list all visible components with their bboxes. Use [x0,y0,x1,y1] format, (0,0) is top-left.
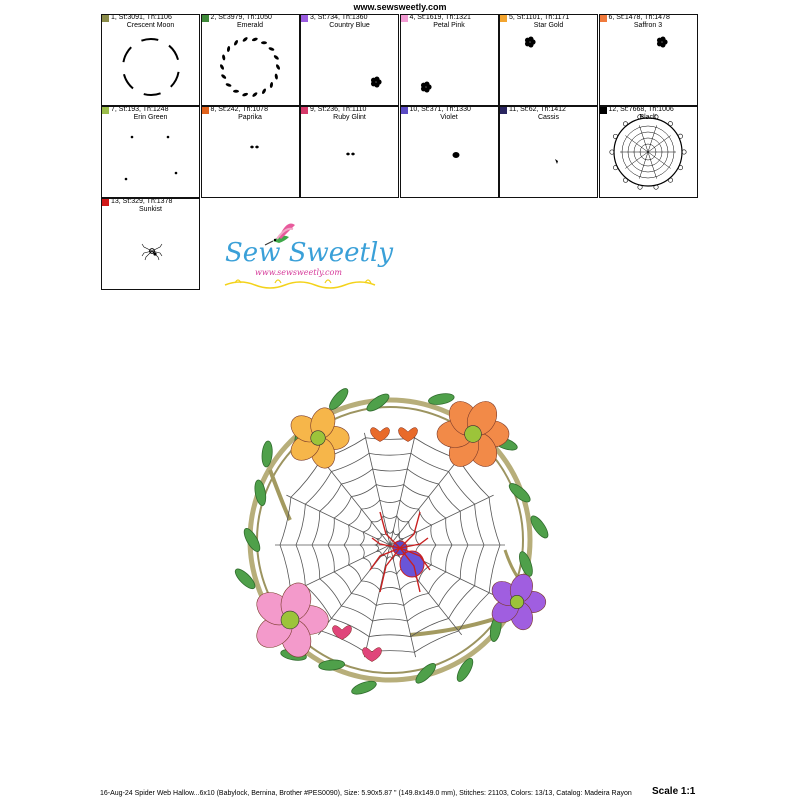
web-spoke [364,433,390,545]
thread-stats: 8, St:242, Th:1078 [210,106,268,113]
web-spoke [318,545,390,635]
thread-stats: 10, St:371, Th:1330 [409,106,471,113]
thread-name: Emerald [236,22,264,29]
leaf-icon [350,679,378,697]
stitch-preview-icon [102,15,200,106]
color-swatch-cell [101,198,200,290]
thread-name: Petal Pink [433,22,465,29]
flower-center [510,595,523,608]
thread-stats: 6, St:1478, Th:1478 [608,14,670,21]
thread-stats: 2, St:3979, Th:1050 [210,14,272,21]
thread-name: Violet [440,114,458,121]
stitch-preview-icon [301,107,399,198]
stitch-preview-icon [301,15,399,106]
thread-stats: 3, St:734, Th:1360 [310,14,368,21]
color-swatch-cell [400,106,499,198]
color-swatch-cell [201,14,300,106]
thread-stats: 13, St:329, Th:1378 [111,198,173,205]
thread-name: Star Gold [533,22,564,29]
thread-stats: 12, St:7668, Th:1006 [608,106,674,113]
stitch-preview-icon [102,199,200,290]
flower-center [281,611,299,629]
flower-center [465,426,482,443]
stitch-preview-icon [401,15,499,106]
heart-icon [398,428,417,442]
color-chart-grid [101,14,698,294]
leaf-icon [428,392,455,406]
thread-stats: 7, St:193, Th:1248 [111,106,169,113]
stitch-preview-icon [500,15,598,106]
thread-name: Paprika [238,114,262,121]
thread-stats: 1, St:3091, Th:1106 [111,14,172,21]
stitch-preview-icon [600,107,698,198]
scale-label: Scale 1:1 [652,786,696,797]
site-url[interactable]: www.sewsweetly.com [353,2,447,12]
stitch-preview-icon [500,107,598,198]
design-info-footer: 16-Aug-24 Spider Web Hallow...6x10 (Babylock, Bernina, Brother #PES0090), Size: 5.90x5.87 " (149.8x149.0 mm), Stitches: 21103, Colors: 13/13, Catalog: Madeira Rayon [100,790,632,797]
stitch-preview-icon [202,15,300,106]
web-spoke [318,455,390,545]
thread-stats: 4, St:1619, Th:1321 [409,14,471,21]
stitch-preview-icon [401,107,499,198]
color-swatch-cell [300,106,399,198]
heart-icon [362,648,381,662]
thread-name: Crescent Moon [126,22,175,29]
heart-icon [332,626,351,640]
logo-url-text: www.sewsweetly.com [255,268,342,277]
thread-name: Saffron 3 [633,22,663,29]
web-spoke [364,545,390,657]
thread-stats: 11, St:62, Th:1412 [509,106,566,113]
thread-name: Ruby Glint [333,114,366,121]
color-swatch-cell [101,106,200,198]
color-swatch-cell [101,14,200,106]
color-swatch-cell [300,14,399,106]
thread-name: Black [639,114,657,121]
web-spoke [390,455,462,545]
web-spoke [286,495,390,545]
color-swatch-cell [400,14,499,106]
color-swatch-cell [599,14,698,106]
thread-stats: 9, St:236, Th:1110 [310,106,367,113]
thread-name: Cassis [537,114,559,121]
color-swatch-cell [201,106,300,198]
logo-brand-text: Sew Sweetly [225,238,394,268]
web-spoke [390,495,494,545]
thread-name: Country Blue [329,22,370,29]
stitch-preview-icon [202,107,300,198]
color-swatch-cell [599,106,698,198]
color-swatch-cell [499,106,598,198]
stitch-preview-icon [102,107,200,198]
web-spoke [390,433,416,545]
stitch-preview-icon [600,15,698,106]
embroidery-design-preview [230,380,560,715]
thread-stats: 5, St:1101, Th:1171 [509,14,570,21]
thread-name: Sunkist [139,206,162,213]
color-swatch-cell [499,14,598,106]
thread-name: Erin Green [133,114,168,121]
flower-center [311,431,326,446]
sew-sweetly-logo [215,215,395,295]
